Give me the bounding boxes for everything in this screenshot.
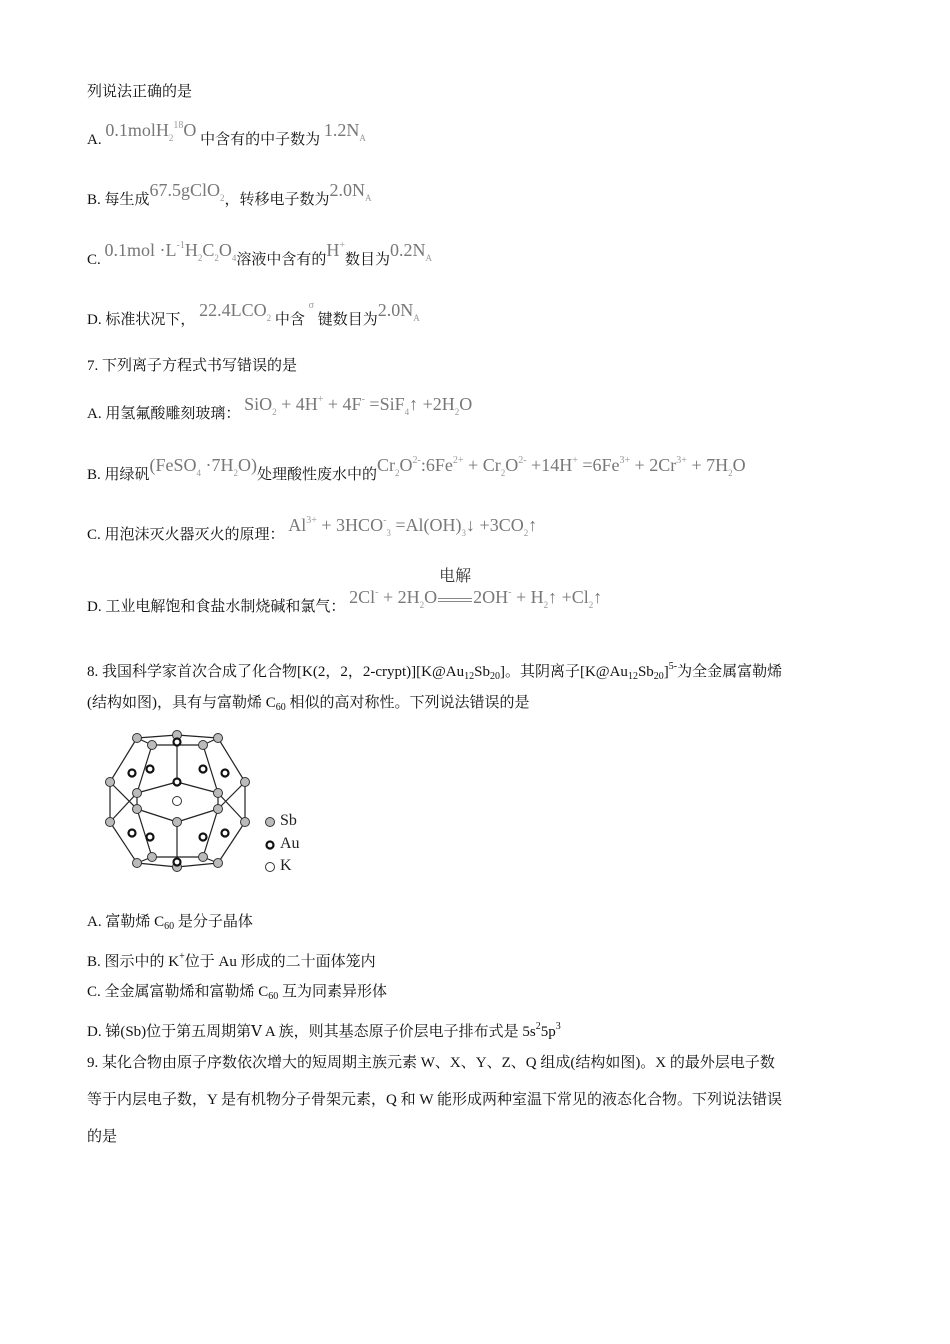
formula-segment: 22.4LCO — [199, 300, 267, 320]
formula-segment: H — [184, 240, 198, 260]
sb-atom-icon — [133, 734, 142, 743]
sb-atom-icon — [148, 853, 157, 862]
option-6b — [87, 180, 372, 211]
formula-segment: 4 — [231, 253, 237, 263]
text-segment: 互为同素异形体 — [278, 984, 388, 1000]
au-atom-icon — [129, 770, 136, 777]
formula-segment: 2 — [168, 133, 174, 143]
text-segment: A. — [87, 132, 106, 148]
au-atom-icon — [129, 830, 136, 837]
formula-segment: O) — [238, 455, 258, 475]
k-atom-icon — [266, 863, 275, 872]
text-segment: 7. 下列离子方程式书写错误的是 — [87, 358, 298, 374]
text-segment: C. — [87, 252, 105, 268]
formula-segment: 2- — [518, 455, 527, 466]
sb-atom-icon — [241, 818, 250, 827]
formula-segment: A — [425, 253, 433, 263]
formula-segment: 2 — [728, 468, 733, 478]
text-segment: + — [179, 951, 185, 962]
text-segment: ] — [663, 664, 669, 680]
text-segment: 9. 某化合物由原子序数依次增大的短周期主族元素 W、X、Y、Z、Q 组成(结构如图)。X 的最外层电子数 — [87, 1055, 775, 1071]
formula-segment: 4 — [196, 468, 202, 478]
text-segment: ，转移电子数为 — [224, 192, 330, 208]
option-7c — [87, 515, 538, 547]
formula-segment: + 2Cr — [630, 455, 677, 475]
bond-line — [218, 822, 245, 863]
formula-segment: (FeSO — [149, 455, 197, 475]
formula-segment: + — [339, 240, 346, 251]
text-segment: 60 — [268, 991, 279, 1002]
text-segment: 数目为 — [345, 252, 391, 268]
formula-segment: =6Fe — [577, 455, 620, 475]
text-segment: B. 图示中的 K — [87, 954, 180, 970]
formula-segment: 2 — [272, 407, 277, 417]
bond-line — [137, 782, 177, 793]
formula-segment: 2OH — [473, 587, 509, 607]
text-segment: Sb — [637, 664, 654, 680]
text-segment: 5p — [540, 1024, 556, 1040]
question-8-line1 — [87, 657, 782, 687]
au-atom-icon — [174, 859, 181, 866]
formula-segment: ↑ — [528, 515, 538, 535]
formula-segment: 67.5gClO — [149, 180, 221, 200]
sb-atom-icon — [214, 789, 223, 798]
formula-segment: A — [359, 133, 366, 143]
formula-segment: - — [508, 587, 512, 598]
au-atom-icon — [147, 834, 154, 841]
option-8b — [87, 947, 376, 972]
text-segment: 20 — [653, 671, 664, 682]
sb-atom-icon — [214, 859, 223, 868]
formula-segment: 2 — [197, 253, 203, 263]
sb-atom-icon — [214, 734, 223, 743]
option-8d — [87, 1017, 561, 1042]
formula-segment: 2 — [500, 468, 506, 478]
text-segment: 12 — [464, 671, 475, 682]
formula-segment: + — [317, 394, 324, 405]
text-segment: D. 工业电解饱和食盐水制烧碱和氯气： — [87, 599, 350, 615]
option-7a — [87, 394, 473, 426]
sb-atom-icon — [133, 859, 142, 868]
bond-line — [110, 822, 137, 863]
text-segment: 的是 — [87, 1129, 118, 1145]
formula-segment: + 3HCO — [316, 515, 384, 535]
formula-segment: 2 — [220, 193, 225, 203]
text-segment: 等于内层电子数，Y 是有机物分子骨架元素，Q 和 W 能形成两种室温下常见的液态化合物。下列说法错误 — [87, 1092, 782, 1108]
bond-line — [177, 782, 218, 793]
formula-segment: + 7H — [686, 455, 729, 475]
k-atom-icon — [173, 797, 182, 806]
formula-segment: O — [218, 240, 232, 260]
text-segment: A. 用氢氟酸雕刻玻璃： — [87, 406, 245, 422]
text-segment: Sb — [474, 664, 490, 680]
au-atom-icon — [222, 830, 229, 837]
bond-line — [137, 735, 177, 738]
au-atom-icon — [267, 842, 274, 849]
formula-segment: 2 — [543, 600, 549, 610]
formula-segment: 3+ — [306, 515, 317, 526]
formula-segment: - — [383, 515, 387, 526]
option-6a — [87, 120, 366, 152]
sb-atom-icon — [106, 818, 115, 827]
formula-segment: 2 — [523, 528, 529, 538]
formula-segment: :6Fe — [420, 455, 453, 475]
text-segment: 60 — [275, 702, 286, 713]
sb-atom-icon — [106, 778, 115, 787]
formula-segment: + 4F — [323, 394, 362, 414]
text-segment: 列说法正确的是 — [87, 84, 193, 100]
formula-segment: 1.2N — [323, 120, 360, 140]
formula-segment: 0.2N — [390, 240, 426, 260]
formula-segment: ↑ +2H — [409, 394, 455, 414]
text-segment: 中含有的中子数为 — [196, 132, 324, 148]
text-segment: (结构如图)，具有与富勒烯 C — [87, 695, 276, 711]
question-9-line1 — [87, 1053, 775, 1073]
sb-atom-icon — [173, 818, 182, 827]
formula-segment: 3+ — [676, 455, 687, 466]
sb-atom-icon — [199, 853, 208, 862]
formula-segment: + Cr — [463, 455, 501, 475]
bond-line — [177, 735, 218, 738]
text-segment: B. 每生成 — [87, 192, 150, 208]
option-6c — [87, 240, 433, 272]
formula-segment: O — [732, 455, 746, 475]
formula-segment: 2 — [454, 407, 460, 417]
formula-segment: 2 — [214, 253, 219, 263]
formula-segment: =Al(OH) — [390, 515, 462, 535]
question-9-line3 — [87, 1127, 117, 1147]
text-segment: A. 富勒烯 C — [87, 914, 165, 930]
formula-segment: ↑ — [593, 587, 603, 607]
reaction-condition: 电解 — [439, 568, 472, 585]
formula-segment: O — [399, 455, 413, 475]
au-atom-icon — [174, 779, 181, 786]
formula-segment: 2 — [395, 468, 400, 478]
sb-atom-icon — [148, 741, 157, 750]
formula-segment: 2.0N — [377, 300, 414, 320]
bond-line — [137, 863, 177, 867]
text-segment: 溶液中含有的 — [236, 252, 327, 268]
sb-atom-icon — [241, 778, 250, 787]
au-atom-icon — [147, 766, 154, 773]
formula-segment: 3 — [386, 528, 391, 538]
text-segment: 8. 我国科学家首次合成了化合物[K(2，2，2-crypt)][K@Au — [87, 664, 465, 680]
formula-segment: -1 — [176, 240, 185, 251]
question-7 — [87, 356, 297, 376]
formula-segment: + 2H — [378, 587, 420, 607]
text-segment: 中含 — [271, 312, 309, 328]
formula-segment: 0.1molH — [105, 120, 169, 140]
text-segment: 处理酸性废水中的 — [257, 467, 378, 483]
text-segment: 为全金属富勒烯 — [677, 664, 783, 680]
intro-text — [87, 82, 192, 102]
formula-segment: ·7H — [201, 455, 234, 475]
formula-segment: + H — [511, 587, 544, 607]
option-7d — [87, 568, 603, 619]
formula-segment: - — [375, 587, 379, 598]
formula-segment: O — [183, 120, 197, 140]
text-segment: 相似的高对称性。下列说法错误的是 — [285, 695, 530, 711]
text-segment: C. 全金属富勒烯和富勒烯 C — [87, 984, 269, 1000]
text-segment: 3 — [555, 1021, 561, 1032]
bond-line — [137, 809, 177, 822]
option-7b — [87, 455, 746, 487]
formula-segment: C — [202, 240, 215, 260]
text-segment: 位于 Au 形成的二十面体笼内 — [184, 954, 376, 970]
text-segment: B. 用绿矾 — [87, 467, 150, 483]
formula-segment: - — [361, 394, 365, 405]
formula-segment: +14H — [526, 455, 573, 475]
formula-segment: 2- — [412, 455, 421, 466]
text-segment: 键数目为 — [314, 312, 378, 328]
bond-line — [177, 863, 218, 867]
sb-atom-icon — [133, 805, 142, 814]
text-segment: C. 用泡沫灭火器灭火的原理： — [87, 527, 289, 543]
au-atom-icon — [222, 770, 229, 777]
formula-segment: + — [572, 455, 578, 466]
formula-segment: 2 — [266, 313, 272, 323]
formula-segment: O — [424, 587, 438, 607]
legend-label-k: K — [280, 857, 292, 874]
text-segment: 5- — [668, 661, 678, 672]
text-segment: 是分子晶体 — [174, 914, 253, 930]
sb-atom-icon — [266, 818, 275, 827]
formula-segment: H — [326, 240, 340, 260]
formula-segment: 2 — [419, 600, 425, 610]
formula-segment: 4 — [404, 407, 410, 417]
text-segment: ]。其阴离子[K@Au — [499, 664, 628, 680]
option-8c — [87, 982, 387, 1007]
formula-segment: 0.1mol ·L — [104, 240, 177, 260]
formula-segment: Al — [288, 515, 307, 535]
au-atom-icon — [174, 739, 181, 746]
formula-segment: + 4H — [276, 394, 318, 414]
formula-segment: 2 — [588, 600, 594, 610]
fullerene-structure-diagram — [95, 725, 345, 885]
formula-segment: ↑ +Cl — [548, 587, 589, 607]
question-9-line2 — [87, 1090, 782, 1110]
text-segment: D. 标准状况下， — [87, 312, 200, 328]
text-segment: D. 锑(Sb)位于第五周期第Ⅴ A 族，则其基态原子价层电子排布式是 5s — [87, 1024, 536, 1040]
option-6d — [87, 300, 420, 332]
formula-segment: 2+ — [452, 455, 464, 466]
formula-segment: Cr — [377, 455, 396, 475]
formula-segment: =SiF — [364, 394, 405, 414]
formula-segment: σ — [308, 300, 314, 311]
text-segment: 12 — [627, 671, 638, 682]
double-line — [438, 598, 472, 602]
formula-segment: 2.0N — [329, 180, 366, 200]
electrolysis-equals-sign — [437, 568, 473, 609]
formula-segment: SiO — [244, 394, 273, 414]
text-segment: 60 — [164, 921, 175, 932]
text-segment: 20 — [489, 671, 500, 682]
formula-segment: A — [413, 313, 420, 323]
sb-atom-icon — [133, 789, 142, 798]
option-8a — [87, 912, 253, 937]
formula-segment: 3+ — [619, 455, 631, 466]
legend-label-sb: Sb — [280, 812, 297, 829]
formula-segment: O — [459, 394, 473, 414]
sb-atom-icon — [199, 741, 208, 750]
formula-segment: O — [505, 455, 519, 475]
sb-atom-icon — [214, 805, 223, 814]
question-8-line2 — [87, 693, 530, 718]
formula-segment: 2Cl — [349, 587, 376, 607]
formula-segment: 2 — [233, 468, 239, 478]
au-atom-icon — [200, 834, 207, 841]
formula-segment: ↓ +3CO — [466, 515, 524, 535]
au-atom-icon — [200, 766, 207, 773]
formula-segment: A — [365, 193, 372, 203]
text-segment: 2 — [535, 1021, 541, 1032]
formula-segment: 18 — [173, 120, 184, 131]
legend-label-au: Au — [280, 835, 300, 852]
formula-segment: 3 — [461, 528, 467, 538]
bond-line — [177, 809, 218, 822]
